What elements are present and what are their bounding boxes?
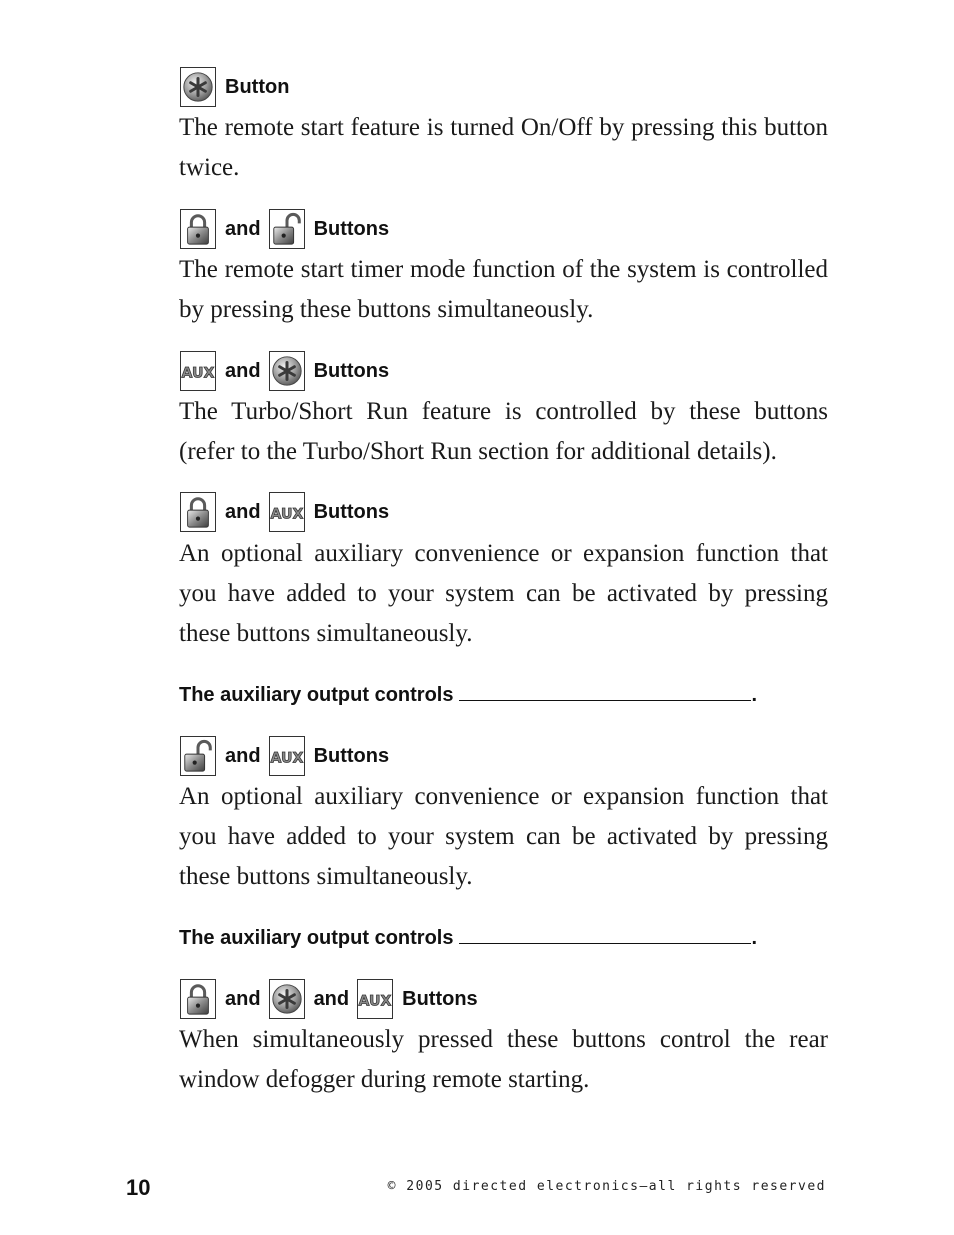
header-and: and [225, 744, 261, 767]
aux-output-fill-line [179, 927, 757, 950]
fill-in-blank [459, 684, 751, 701]
star-button-icon [180, 67, 216, 107]
copyright-notice: © 2005 directed electronics—all rights reserved [387, 1179, 826, 1194]
aux-button-icon [180, 351, 216, 391]
header-label: Buttons [313, 500, 390, 523]
section-text-defogger: When simultaneously pressed these buttons control the rear window defogger during remote starting. [179, 1026, 828, 1093]
section-text-aux-2: An optional auxiliary convenience or expansion function that you have added to your system can be activated by pressing these buttons simultaneously. [179, 783, 828, 890]
lock-button-icon [180, 209, 216, 249]
aux-button-icon [269, 492, 305, 532]
svg-text:AUX: AUX [270, 750, 304, 767]
aux-button-icon [269, 736, 305, 776]
header-and: and [225, 217, 261, 240]
fill-in-blank [459, 927, 751, 944]
section-header-aux-start [180, 350, 397, 392]
svg-text:AUX: AUX [358, 993, 392, 1010]
aux-button-icon [357, 979, 393, 1019]
svg-text:AUX: AUX [181, 365, 215, 382]
section-text-aux-1: An optional auxiliary convenience or expansion function that you have added to your system can be activated by pressing these buttons simultaneously. [179, 540, 828, 647]
section-header-unlock-aux [180, 735, 397, 777]
lock-button-icon [180, 492, 216, 532]
header-and: and [313, 987, 350, 1010]
header-label: Buttons [313, 359, 390, 382]
star-button-icon [269, 351, 305, 391]
section-text-remote-start: The remote start feature is turned On/Off by pressing this button twice. [179, 114, 828, 181]
header-and: and [225, 500, 261, 523]
header-label: Buttons [402, 987, 478, 1010]
section-header-lock-unlock [180, 208, 397, 250]
header-label: Buttons [313, 744, 390, 767]
header-label: Buttons [313, 217, 390, 240]
section-text-timer-mode: The remote start timer mode function of the system is controlled by pressing these buttons simultaneously. [179, 256, 828, 323]
svg-text:AUX: AUX [270, 506, 304, 523]
lock-button-icon [180, 979, 216, 1019]
star-button-icon [269, 979, 305, 1019]
section-header-lock-start-aux [180, 978, 486, 1020]
header-label: Button [225, 75, 290, 98]
aux-output-label: The auxiliary output controls [179, 927, 454, 949]
aux-output-end: . [751, 927, 758, 949]
unlock-button-icon [180, 736, 216, 776]
unlock-button-icon [269, 209, 305, 249]
page-number: 10 [126, 1175, 151, 1200]
section-header-start-button [180, 66, 297, 108]
aux-output-label: The auxiliary output controls [179, 684, 454, 706]
header-and: and [225, 987, 261, 1010]
aux-output-end: . [751, 684, 758, 706]
aux-output-fill-line [179, 684, 757, 707]
header-and: and [225, 359, 261, 382]
section-text-turbo: The Turbo/Short Run feature is controlled by these buttons (refer to the Turbo/Short Run section for additional details). [179, 398, 828, 465]
section-header-lock-aux [180, 491, 397, 533]
